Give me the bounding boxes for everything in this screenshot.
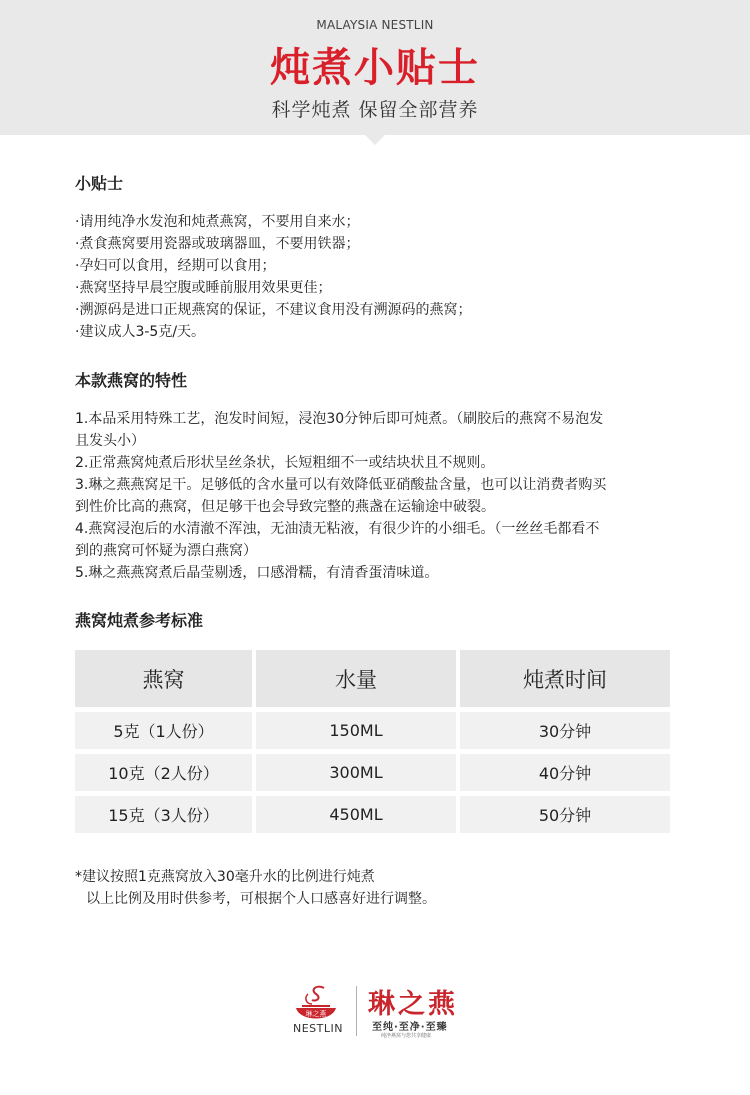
tip-item: ·请用纯净水发泡和炖煮燕窝，不要用自来水； xyxy=(75,214,360,230)
feature-item-continued: 到的燕窝可怀疑为漂白燕窝） xyxy=(75,543,257,559)
cell-amount: 15克（3人份） xyxy=(75,796,252,833)
features-heading: 本款燕窝的特性 xyxy=(75,371,188,390)
cell-time: 30分钟 xyxy=(460,712,670,749)
footnote-disclaimer: 以上比例及用时供参考，可根据个人口感喜好进行调整。 xyxy=(86,891,436,907)
feature-item: 5.琳之燕燕窝煮后晶莹剔透，口感滑糯，有清香蛋清味道。 xyxy=(75,565,439,581)
feature-item: 2.正常燕窝炖煮后形状呈丝条状，长短粗细不一或结块状且不规则。 xyxy=(75,455,495,471)
cell-amount: 10克（2人份） xyxy=(75,754,252,791)
tip-item: ·燕窝坚持早晨空腹或睡前服用效果更佳； xyxy=(75,280,332,296)
brand-logo xyxy=(0,980,750,1060)
feature-item-continued: 且发头小） xyxy=(75,433,145,449)
cell-time: 50分钟 xyxy=(460,796,670,833)
column-header-time: 炖煮时间 xyxy=(460,650,670,707)
tips-heading: 小贴士 xyxy=(75,174,124,193)
feature-item: 4.燕窝浸泡后的水清澈不浑浊，无油渍无粘液，有很少许的小细毛。（一丝丝毛都看不 xyxy=(75,521,600,537)
page-subtitle: 科学炖煮 保留全部营养 xyxy=(271,99,479,121)
column-header-water: 水量 xyxy=(256,650,456,707)
footnote-ratio: *建议按照1克燕窝放入30毫升水的比例进行炖煮 xyxy=(75,869,375,885)
tip-item: ·煮食燕窝要用瓷器或玻璃器皿，不要用铁器； xyxy=(75,236,360,252)
logo-divider xyxy=(356,986,357,1036)
logo-text-cn: 琳之燕 xyxy=(368,989,458,1020)
column-header-birdnest: 燕窝 xyxy=(75,650,252,707)
logo-slogan: 至纯·至净·至臻 xyxy=(372,1022,448,1033)
logo-text-en: NESTLIN xyxy=(293,1022,343,1035)
svg-text:琳之燕: 琳之燕 xyxy=(305,1010,327,1018)
tip-item: ·建议成人3-5克/天。 xyxy=(75,324,206,340)
cell-water: 300ML xyxy=(256,754,456,791)
header-pointer xyxy=(365,135,385,145)
page-title: 炖煮小贴士 xyxy=(270,45,480,91)
cell-time: 40分钟 xyxy=(460,754,670,791)
feature-item: 3.琳之燕燕窝足干。足够低的含水量可以有效降低亚硝酸盐含量，也可以让消费者购买 xyxy=(75,477,607,493)
cell-amount: 5克（1人份） xyxy=(75,712,252,749)
cell-water: 150ML xyxy=(256,712,456,749)
feature-item-continued: 到性价比高的燕窝，但足够干也会导致完整的燕盏在运输途中破裂。 xyxy=(75,499,495,515)
tip-item: ·孕妇可以食用，经期可以食用； xyxy=(75,258,276,274)
cell-water: 450ML xyxy=(256,796,456,833)
header-banner xyxy=(0,0,750,135)
tip-item: ·溯源码是进口正规燕窝的保证，不建议食用没有溯源码的燕窝； xyxy=(75,302,472,318)
brand-label: MALAYSIA NESTLIN xyxy=(316,18,434,32)
logo-fine-print: 纯净燕窝与您共享健康 xyxy=(381,1033,432,1039)
feature-item: 1.本品采用特殊工艺，泡发时间短，浸泡30分钟后即可炖煮。（刷胶后的燕窝不易泡发 xyxy=(75,411,604,427)
standard-heading: 燕窝炖煮参考标准 xyxy=(75,611,204,630)
